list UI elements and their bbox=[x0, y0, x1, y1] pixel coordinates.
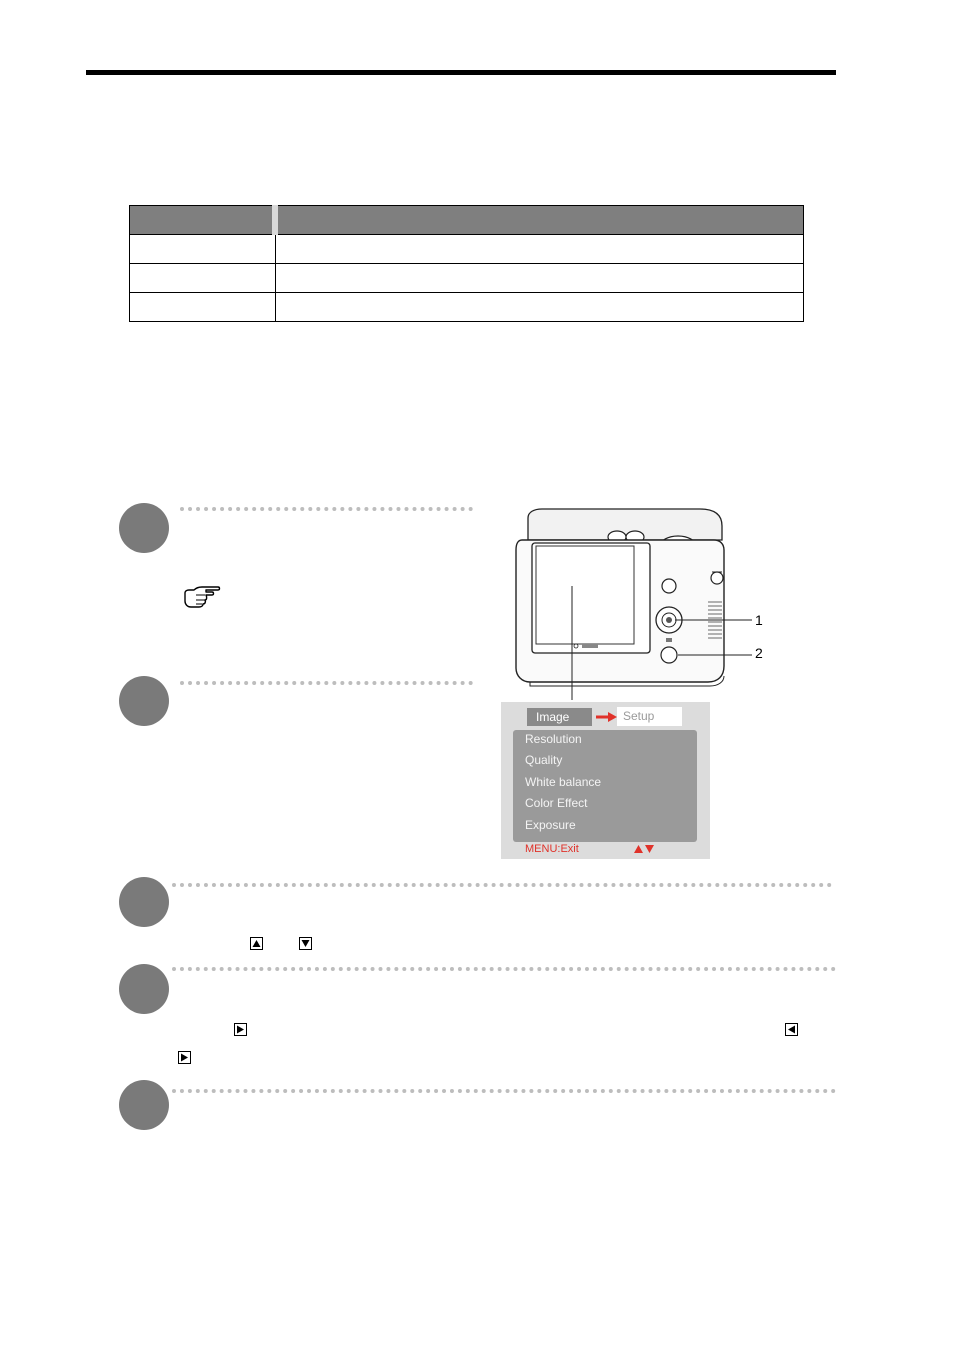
table-row bbox=[130, 235, 804, 264]
step-badge-4 bbox=[119, 964, 169, 1014]
camera-illustration bbox=[500, 500, 780, 700]
step-divider-5 bbox=[172, 1089, 836, 1093]
menu-item-quality: Quality bbox=[525, 753, 563, 767]
table-header-cell bbox=[130, 206, 276, 235]
menu-tab-setup: Setup bbox=[617, 707, 682, 726]
top-rule bbox=[86, 70, 836, 75]
table-header-cell bbox=[275, 206, 804, 235]
callout-1: 1 bbox=[755, 612, 763, 628]
menu-tab-image: Image bbox=[527, 708, 592, 726]
right-arrow-key-icon bbox=[234, 1023, 247, 1036]
step-divider-2 bbox=[180, 681, 473, 685]
table-cell bbox=[130, 293, 276, 322]
table-cell bbox=[275, 264, 804, 293]
step-badge-3 bbox=[119, 877, 169, 927]
step-divider-3 bbox=[172, 883, 832, 887]
pointing-hand-icon bbox=[182, 585, 222, 609]
table-cell bbox=[130, 264, 276, 293]
table-cell bbox=[275, 235, 804, 264]
menu-item-resolution: Resolution bbox=[525, 732, 582, 746]
up-down-arrows-icon bbox=[633, 844, 655, 854]
spec-table bbox=[129, 205, 804, 322]
step-divider-4 bbox=[172, 967, 836, 971]
step-badge-2 bbox=[119, 676, 169, 726]
menu-item-color-effect: Color Effect bbox=[525, 796, 588, 810]
menu-list bbox=[513, 730, 697, 842]
right-arrow-icon bbox=[596, 711, 618, 723]
step-badge-1 bbox=[119, 503, 169, 553]
table-row bbox=[130, 264, 804, 293]
up-arrow-key-icon bbox=[250, 937, 263, 950]
camera-menu-screen bbox=[501, 702, 710, 859]
right-arrow-key-icon bbox=[178, 1051, 191, 1064]
menu-item-exposure: Exposure bbox=[525, 818, 576, 832]
step-badge-5 bbox=[119, 1080, 169, 1130]
menu-item-white-balance: White balance bbox=[525, 775, 602, 789]
table-cell bbox=[275, 293, 804, 322]
menu-exit-hint: MENU:Exit bbox=[525, 843, 579, 855]
table-header-row bbox=[130, 206, 804, 235]
table-cell bbox=[130, 235, 276, 264]
step-divider-1 bbox=[180, 507, 473, 511]
left-arrow-key-icon bbox=[785, 1023, 798, 1036]
down-arrow-key-icon bbox=[299, 937, 312, 950]
callout-2: 2 bbox=[755, 645, 763, 661]
table-row bbox=[130, 293, 804, 322]
